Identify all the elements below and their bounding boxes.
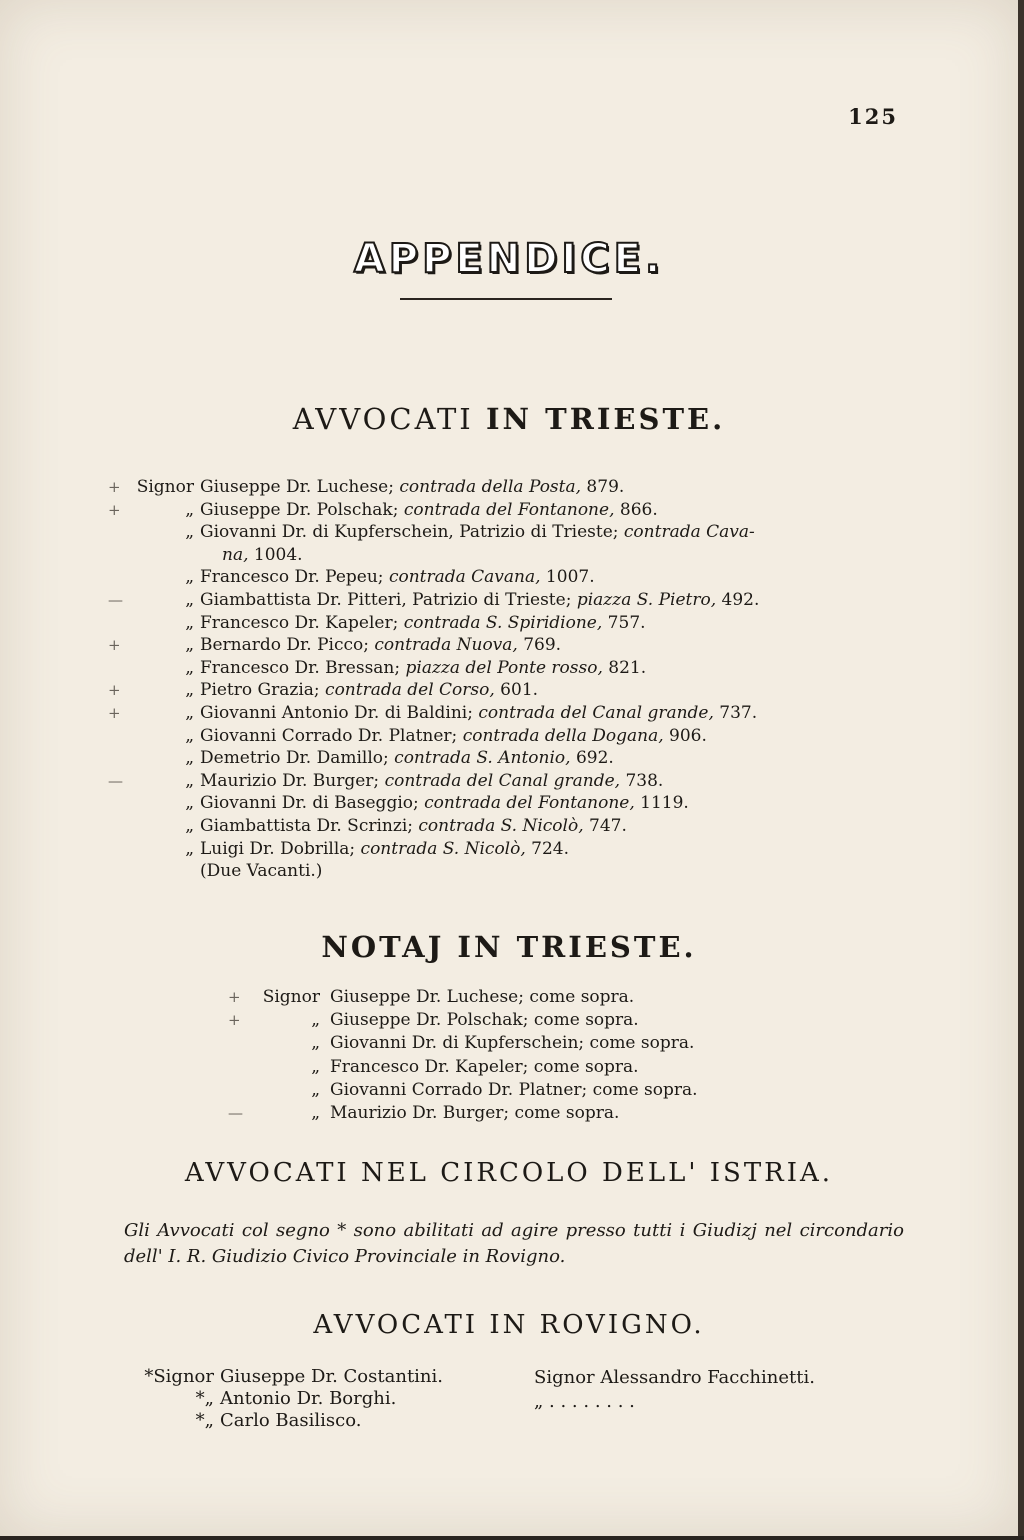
- list-item: [185, 747, 920, 770]
- list-item: [185, 521, 920, 544]
- istria-note: Gli Avvocati col segno * sono abilitati ad agire presso tutti i Giudizj nel circondario dell' I. R. Giudizio Civico Provinciale in Rovigno.: [124, 1220, 904, 1267]
- entry-name: Francesco Dr. Kapeler;: [200, 612, 404, 633]
- entry-address: contrada del Corso,: [325, 680, 495, 701]
- heading-text: AVVOCATI: [292, 402, 486, 436]
- entry-address: contrada S. Nicolò,: [360, 838, 526, 859]
- entry-text: Antonio Dr. Borghi.: [220, 1388, 397, 1409]
- entry-number: 724.: [525, 838, 570, 859]
- list-item: [108, 770, 920, 793]
- list-item: [228, 1102, 890, 1125]
- margin-mark: —: [108, 771, 123, 790]
- list-item: [185, 725, 920, 748]
- entry-number: 692.: [570, 748, 614, 769]
- entry-address: contrada della Dogana,: [462, 725, 664, 746]
- entry-text: Maurizio Dr. Burger; come sopra.: [330, 1103, 620, 1124]
- entry-address: piazza del Ponte rosso,: [405, 657, 603, 678]
- entry-prefix: „: [185, 635, 194, 656]
- entry-prefix: „: [185, 657, 194, 678]
- entry-name: Giovanni Dr. di Baseggio;: [200, 793, 425, 814]
- entry-number: 1004.: [248, 544, 303, 565]
- margin-mark: +: [108, 703, 121, 722]
- list-item: [200, 544, 920, 567]
- margin-mark: +: [228, 1011, 241, 1030]
- entry-address: contrada del Canal grande,: [384, 770, 621, 791]
- entry-number: 1119.: [634, 793, 689, 814]
- entry-number: 866.: [614, 499, 658, 520]
- entry-prefix: *Signor: [144, 1366, 214, 1387]
- entry-text: Giovanni Dr. di Kupferschein; come sopra.: [330, 1033, 695, 1054]
- margin-mark: —: [228, 1104, 243, 1123]
- list-item: [311, 1056, 890, 1079]
- entry-address: piazza S. Pietro,: [576, 589, 717, 610]
- list-item: „ . . . . . . . .: [534, 1391, 635, 1412]
- list-item: [185, 657, 920, 680]
- entry-number: 769.: [517, 635, 562, 656]
- entry-prefix: „: [311, 1103, 320, 1124]
- section-heading-avvocati-trieste: [0, 402, 1018, 436]
- entry-number: 879.: [581, 477, 625, 497]
- entry-address: contrada S. Nicolò,: [418, 815, 584, 836]
- entry-prefix: „: [311, 1033, 320, 1054]
- entry-name: Giambattista Dr. Scrinzi;: [200, 815, 419, 836]
- list-item: [185, 838, 920, 861]
- list-item: [108, 702, 920, 725]
- entry-address: contrada del Canal grande,: [478, 702, 714, 723]
- entry-prefix: „: [311, 1010, 320, 1031]
- list-item: [185, 566, 920, 589]
- margin-mark: +: [108, 478, 121, 496]
- entry-prefix: „: [185, 589, 194, 610]
- entry-text: Giuseppe Dr. Costantini.: [220, 1366, 444, 1387]
- entry-name: Giuseppe Dr. Luchese;: [200, 477, 400, 497]
- entry-prefix: „: [185, 522, 194, 543]
- list-item: [185, 612, 920, 635]
- entry-address: contrada S. Antonio,: [394, 748, 571, 769]
- list-item: [185, 815, 920, 838]
- entry-prefix: Signor: [262, 987, 320, 1007]
- entry-prefix: „: [185, 793, 194, 814]
- entry-name: Giambattista Dr. Pitteri, Patrizio di Trieste;: [200, 589, 577, 610]
- entry-name: Bernardo Dr. Picco;: [200, 635, 375, 656]
- entry-address: na,: [222, 544, 249, 565]
- entry-prefix: *„: [195, 1410, 214, 1431]
- entry-address: contrada Cava-: [623, 522, 755, 543]
- list-item: [144, 1366, 444, 1388]
- rovigno-list-right: [534, 1366, 815, 1414]
- entry-prefix: „: [185, 612, 194, 633]
- margin-mark: +: [108, 636, 121, 655]
- entry-prefix: *„: [195, 1388, 214, 1409]
- entry-number: 738.: [620, 770, 664, 791]
- rovigno-list-left: [144, 1366, 444, 1432]
- section-heading-istria: AVVOCATI NEL CIRCOLO DELL' ISTRIA.: [184, 1158, 834, 1188]
- margin-mark: —: [108, 590, 123, 609]
- entry-prefix: Signor: [136, 477, 194, 497]
- entry-prefix: „: [185, 815, 194, 836]
- section-heading-notaj-trieste: NOTAJ IN TRIESTE.: [321, 930, 697, 964]
- entry-name: Maurizio Dr. Burger;: [200, 770, 385, 791]
- entry-address: contrada Cavana,: [388, 567, 541, 588]
- list-item: [195, 1388, 443, 1410]
- entry-name: Francesco Dr. Bressan;: [200, 657, 406, 678]
- entry-address: contrada del Fontanone,: [403, 499, 615, 520]
- list-item: [108, 679, 920, 702]
- entry-number: 747.: [583, 815, 627, 836]
- entry-number: 821.: [602, 657, 647, 678]
- entry-name: Giovanni Corrado Dr. Platner;: [200, 725, 463, 746]
- entry-name: Giuseppe Dr. Polschak;: [200, 499, 404, 520]
- entry-name: (Due Vacanti.): [200, 861, 323, 882]
- entry-prefix: „: [311, 1079, 320, 1100]
- list-item: Signor Alessandro Facchinetti.: [534, 1367, 815, 1388]
- list-item: [108, 499, 920, 522]
- entry-prefix: „: [185, 838, 194, 859]
- entry-prefix: „: [185, 499, 194, 520]
- page-number: 125: [848, 104, 898, 129]
- entry-text: Giovanni Corrado Dr. Platner; come sopra.: [330, 1079, 698, 1100]
- entry-prefix: „: [185, 770, 194, 791]
- entry-number: 492.: [716, 589, 760, 610]
- list-item: [195, 1410, 443, 1432]
- entry-name: Francesco Dr. Pepeu;: [200, 567, 389, 588]
- avvocati-trieste-list: [108, 476, 920, 883]
- list-item: [311, 1079, 890, 1102]
- entry-text: Francesco Dr. Kapeler; come sopra.: [330, 1056, 639, 1077]
- entry-prefix: „: [185, 748, 194, 769]
- page-title: APPENDICE.: [353, 236, 665, 282]
- list-item: [228, 986, 890, 1009]
- entry-text: Giuseppe Dr. Polschak; come sopra.: [330, 1010, 639, 1031]
- list-item: [108, 634, 920, 657]
- list-item: [200, 860, 920, 883]
- entry-number: 1007.: [540, 567, 595, 588]
- margin-mark: +: [228, 988, 241, 1006]
- entry-address: contrada Nuova,: [374, 635, 518, 656]
- entry-address: contrada S. Spiridione,: [403, 612, 603, 633]
- entry-name: Giovanni Antonio Dr. di Baldini;: [200, 702, 479, 723]
- entry-prefix: „: [185, 680, 194, 701]
- entry-text: Giuseppe Dr. Luchese; come sopra.: [330, 987, 635, 1007]
- entry-number: 906.: [663, 725, 707, 746]
- entry-address: contrada della Posta,: [399, 477, 582, 497]
- title-divider: [400, 298, 612, 300]
- entry-address: contrada del Fontanone,: [424, 793, 635, 814]
- section-heading-rovigno: AVVOCATI IN ROVIGNO.: [313, 1310, 705, 1340]
- margin-mark: +: [108, 500, 121, 519]
- entry-prefix: „: [185, 702, 194, 723]
- list-item: [108, 476, 920, 499]
- entry-number: 601.: [494, 680, 539, 701]
- list-item: [228, 1009, 890, 1032]
- entry-number: 757.: [602, 612, 646, 633]
- entry-prefix: „: [311, 1056, 320, 1077]
- list-item: [108, 589, 920, 612]
- list-item: [185, 792, 920, 815]
- heading-bold-text: IN TRIESTE.: [485, 402, 726, 436]
- entry-name: Pietro Grazia;: [200, 680, 326, 701]
- entry-prefix: „: [185, 725, 194, 746]
- entry-prefix: „: [185, 567, 194, 588]
- entry-name: Luigi Dr. Dobrilla;: [200, 838, 361, 859]
- entry-text: Carlo Basilisco.: [220, 1410, 362, 1431]
- entry-number: 737.: [713, 702, 758, 723]
- list-item: [311, 1032, 890, 1055]
- margin-mark: +: [108, 681, 121, 700]
- notaj-trieste-list: [228, 986, 890, 1125]
- entry-name: Giovanni Dr. di Kupferschein, Patrizio di Trieste;: [200, 522, 624, 543]
- entry-name: Demetrio Dr. Damillo;: [200, 748, 395, 769]
